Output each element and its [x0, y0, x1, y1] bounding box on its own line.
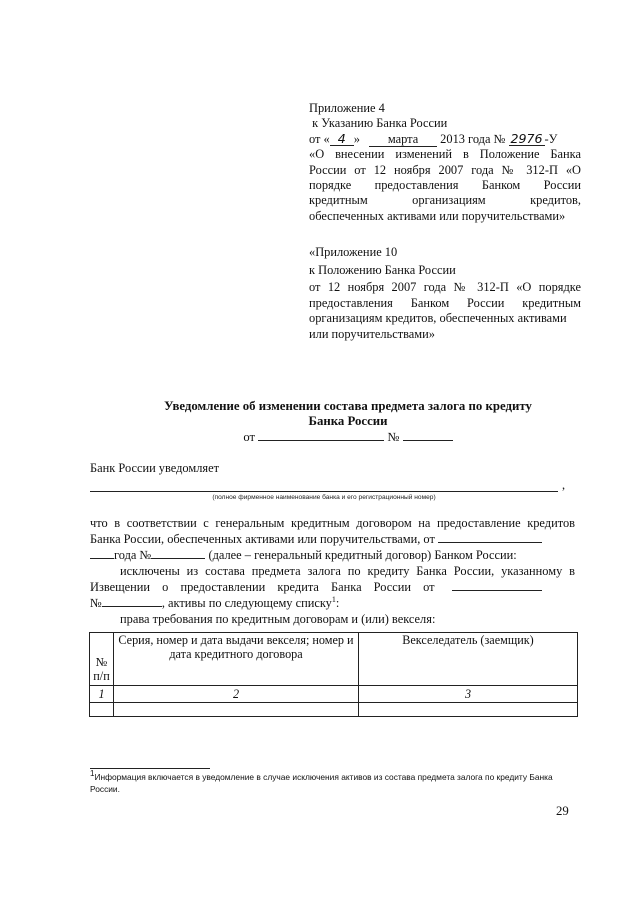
col-number-index: 1: [90, 686, 114, 703]
appendix-4-line3: порядке предоставления Банком России: [309, 178, 581, 193]
appendix-10-line4: или поручительствами»: [309, 326, 435, 341]
appendix-4-directive: к Указанию Банка России: [312, 116, 448, 131]
p1-line1: что в соответствии с генеральным кредитным договором на предоставление кредитов: [90, 516, 575, 530]
appendix-4-header: [309, 101, 581, 224]
notice-date-from-field[interactable]: [452, 590, 542, 591]
table-row: [90, 703, 578, 717]
appendix-10-line2: предоставления Банком России кредитным: [309, 295, 581, 310]
col-header-bill: Серия, номер и дата выдачи векселя; номер и дата кредитного договора: [114, 633, 359, 686]
notice-date-field[interactable]: [258, 440, 384, 441]
empty-cell[interactable]: [114, 703, 359, 717]
p2-line1: исключены из состава предмета залога по кредиту Банка России, указанному в: [120, 564, 575, 578]
bank-notifies-text: Банк России уведомляет: [90, 461, 220, 475]
appendix-10-title: «Приложение 10: [309, 245, 398, 259]
assets-table: [89, 632, 578, 717]
empty-cell[interactable]: [359, 703, 578, 717]
notice-date-line: [140, 430, 556, 445]
appendix-4-line1: «О внесении изменений в Положение Банка: [309, 147, 581, 162]
footnote-mark: 1: [90, 769, 95, 779]
agreement-number-field[interactable]: [151, 558, 205, 559]
month-field: марта: [369, 133, 437, 147]
appendix-4-line4: кредитным организациям кредитов,: [309, 193, 581, 208]
number-field: 2976: [510, 130, 543, 146]
date-from-label: от: [243, 430, 256, 444]
appendix-10-regulation: к Положению Банка России: [309, 262, 456, 277]
appendix-4-date-line: от « 4 » марта 2013 года № 2976 -У: [309, 130, 558, 146]
notice-title: [140, 399, 556, 429]
appendix-4-line2: России от 12 ноября 2007 года № 312-П «О: [309, 162, 581, 177]
notice-body-top: [90, 460, 575, 476]
bank-name-comma: ,: [562, 478, 566, 492]
footnote-divider: [90, 768, 210, 769]
notice-number-field[interactable]: [403, 440, 453, 441]
agreement-date-field[interactable]: [438, 542, 542, 543]
p2-line2: Извещении о предоставлении кредита Банка России от: [90, 579, 575, 595]
empty-cell[interactable]: [90, 703, 114, 717]
appendix-10-line1: от 12 ноября 2007 года № 312-П «О порядке: [309, 280, 581, 295]
col-drawer-index: 3: [359, 686, 578, 703]
bank-name-caption: (полное фирменное наименование банка и его регистрационный номер): [212, 494, 436, 501]
appendix-4-title: Приложение 4: [309, 101, 385, 115]
table-row: [90, 686, 578, 703]
bank-name-field[interactable]: [90, 490, 558, 492]
p3-line1: права требования по кредитным договорам и (или) векселя:: [120, 612, 436, 626]
p1-line3: года № (далее – генеральный кредитный договор) Банком России:: [90, 547, 575, 563]
appendix-4-line5: обеспеченных активами или поручительствами»: [309, 208, 566, 223]
day-field: 4: [330, 132, 354, 146]
col-header-number: № п/п: [90, 633, 114, 686]
p2-line3: № , активы по следующему списку$^1$:: [90, 594, 340, 610]
col-bill-index: 2: [114, 686, 359, 703]
notice-title-line1: Уведомление об изменении состава предмета залога по кредиту: [164, 399, 532, 413]
notice-number-from-field[interactable]: [102, 606, 162, 607]
footnote: [90, 769, 560, 795]
appendix-10-line3: организациям кредитов, обеспеченных активами: [309, 311, 567, 326]
notice-title-line2: Банка России: [308, 414, 388, 428]
page-number: 29: [556, 804, 569, 818]
col-header-drawer: Векселедатель (заемщик): [359, 633, 578, 686]
notice-body: [90, 515, 575, 627]
number-sign: №: [387, 430, 400, 444]
footnote-ref[interactable]: 1: [331, 594, 336, 604]
agreement-year-field[interactable]: [90, 558, 114, 559]
footnote-text: Информация включается в уведомление в случае исключения активов из состава предмета залога по кредиту Банка России.: [90, 772, 553, 794]
appendix-10-header: [309, 245, 581, 343]
p1-line2: Банка России, обеспеченных активами или поручительствами, от: [90, 531, 575, 547]
